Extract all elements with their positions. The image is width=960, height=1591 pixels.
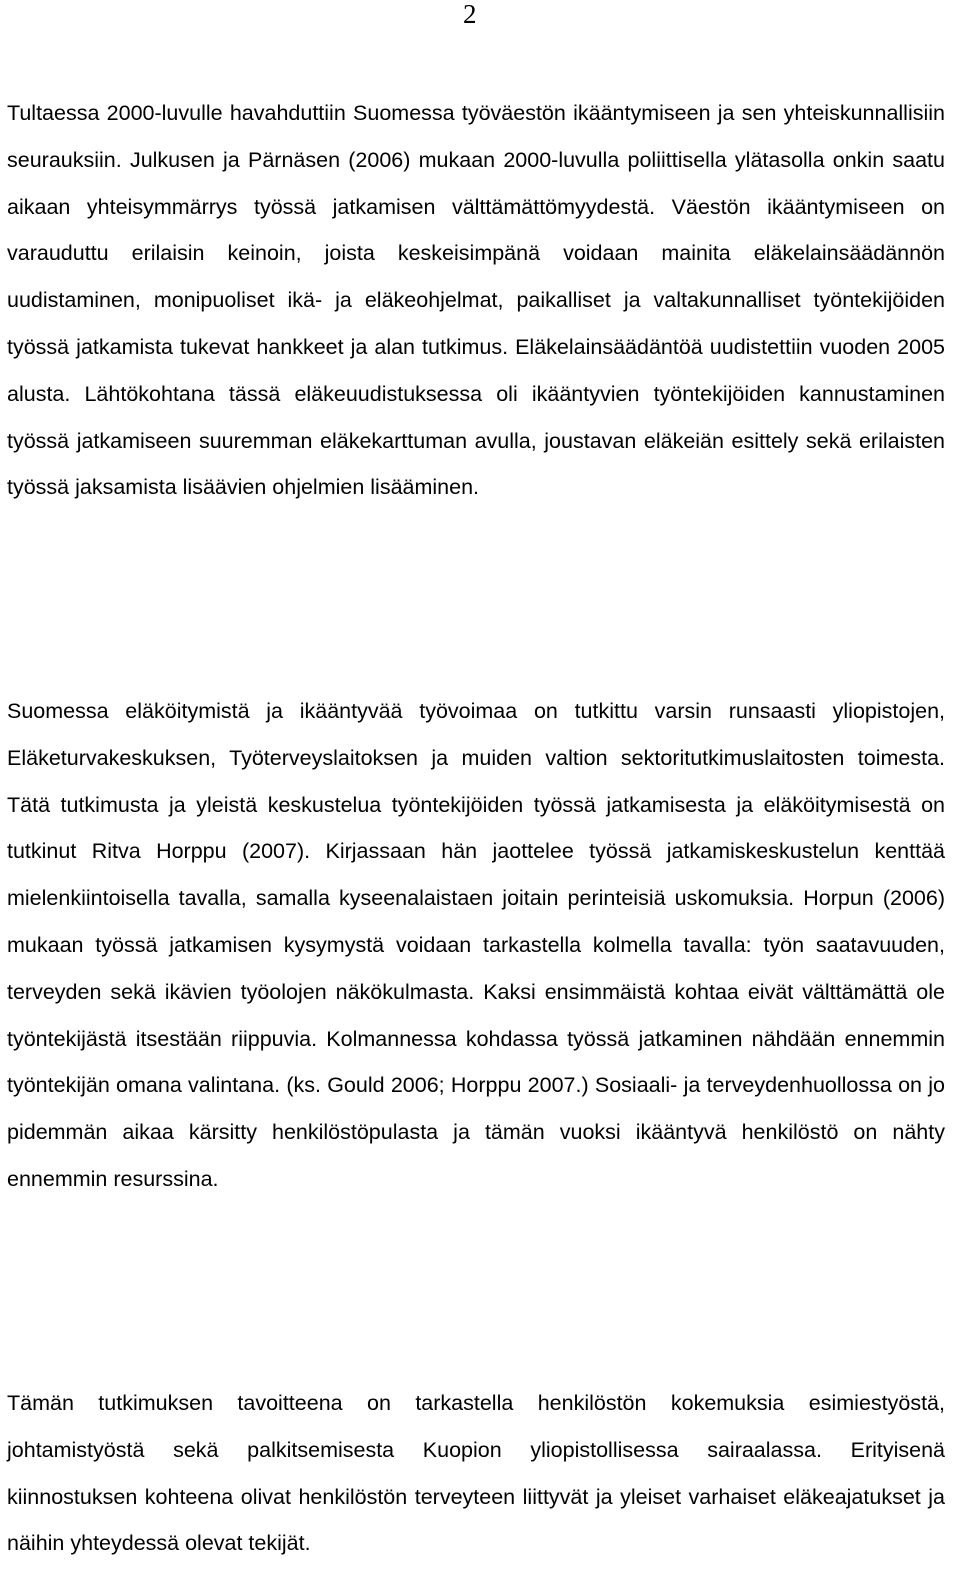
page-number: 2 [463,0,477,29]
paragraph-aging-workforce: Tultaessa 2000-luvulle havahduttiin Suomessa työväestön ikääntymiseen ja sen yhteiskunnallisiin seurauksiin. Julkusen ja Pärnäsen (2006) mukaan 2000-luvulla poliittisella ylätasolla onkin saatu aikaan yhteisymmärrys työssä jatkamisen välttämättömyydestä. Väestön ikääntymiseen on varauduttu erilaisin keinoin, joista keskeisimpänä voidaan mainita eläkelainsäädännön uudistaminen, monipuoliset ikä- ja eläkeohjelmat, paikalliset ja valtakunnalliset työntekijöiden työssä jatkamista tukevat hankkeet ja alan tutkimus. Eläkelainsäädäntöä uudistettiin vuoden 2005 alusta. Lähtökohtana tässä eläkeuudistuksessa oli ikääntyvien työntekijöiden kannustaminen työssä jatkamiseen suuremman eläkekarttuman avulla, joustavan eläkeiän esittely sekä erilaisten työssä jaksamista lisäävien ohjelmien lisääminen. [7,101,945,500]
paragraph-study-aim: Tämän tutkimuksen tavoitteena on tarkastella henkilöstön kokemuksia esimiestyöstä, johtamistyöstä sekä palkitsemisesta Kuopion yliopistollisessa sairaalassa. Erityisenä kiinnostuksen kohteena olivat henkilöstön terveyteen liittyvät ja yleiset varhaiset eläkeajatukset ja näihin yhteydessä olevat tekijät. [7,1391,945,1556]
paragraph-research-background: Suomessa eläköitymistä ja ikääntyvää työvoimaa on tutkittu varsin runsaasti yliopistojen, Eläketurvakeskuksen, Työterveyslaitoksen ja muiden valtion sektoritutkimuslaitosten toimesta. Tätä tutkimusta ja yleistä keskustelua työntekijöiden työssä jatkamisesta ja eläköitymisestä on tutkinut Ritva Horppu (2007). Kirjassaan hän jaottelee työssä jatkamiskeskustelun kenttää mielenkiintoisella tavalla, samalla kyseenalaistaen joitain perinteisiä uskomuksia. Horpun (2006) mukaan työssä jatkamisen kysymystä voidaan tarkastella kolmella tavalla: työn saatavuuden, terveyden sekä ikävien työolojen näkökulmasta. Kaksi ensimmäistä kohtaa eivät välttämättä ole työntekijästä itsestään riippuvia. Kolmannessa kohdassa työssä jatkaminen nähdään ennemmin työntekijän omana valintana. (ks. Gould 2006; Horppu 2007.) Sosiaali- ja terveydenhuollossa on jo pidemmän aikaa kärsitty henkilöstöpulasta ja tämän vuoksi ikääntyvä henkilöstö on nähty ennemmin resurssina. [7,699,945,1191]
